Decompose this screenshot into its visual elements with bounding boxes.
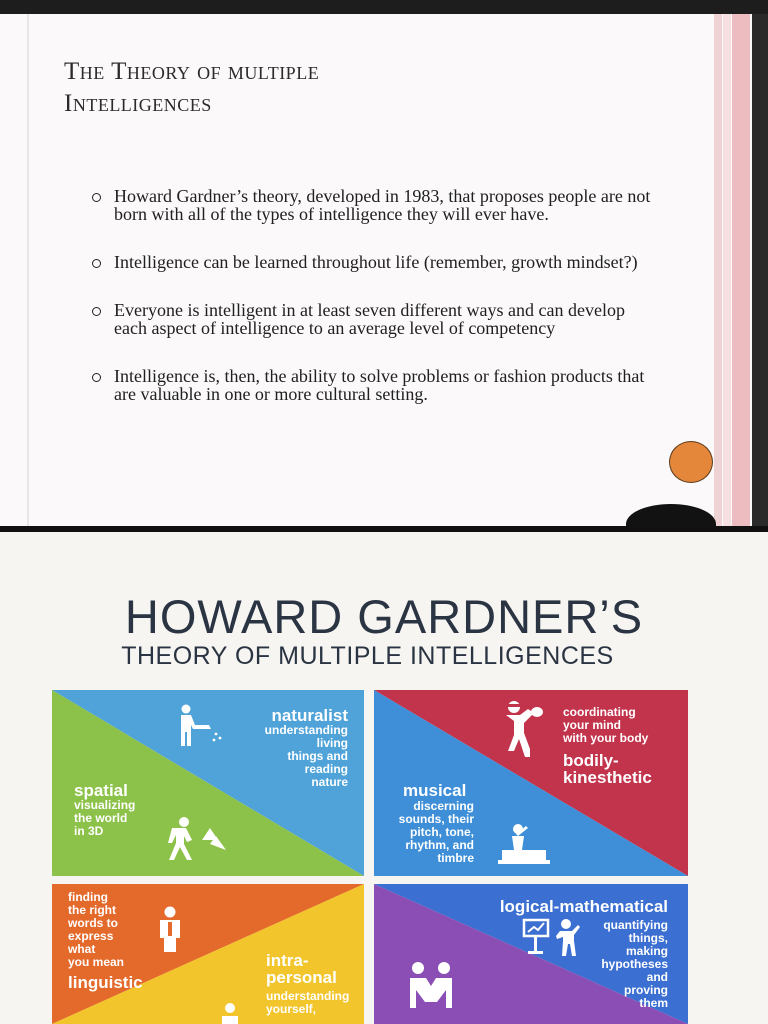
intelligences-poster [52,690,692,1024]
slide-edge-band [723,14,731,526]
desc-musical: discerning sounds, their pitch, tone, rhythm, and timbre [398,799,474,865]
desc-bodily: coordinating your mind with your body [563,705,649,745]
bullet-item: Intelligence is, then, the ability to solve problems or fashion products that are valuable in one or more cultural setting. [92,367,652,403]
label-bodily: bodily- kinesthetic [563,751,652,787]
desc-naturalist: understanding living things and reading nature [264,723,348,789]
label-naturalist: naturalist [271,706,348,725]
orange-circle-decoration [669,441,713,483]
two-people-icon [408,960,454,1014]
bullet-list [92,187,652,403]
label-logical: logical-mathematical [499,897,668,916]
presenter-chart-icon [522,918,582,958]
slide-edge-band [752,14,768,526]
desc-spatial: visualizing the world in 3D [74,798,136,838]
bullet-item: Everyone is intelligent in at least seven different ways and can develop each aspect of intelligence to an average level of competency [92,301,652,337]
hiker-icon [162,816,228,862]
label-musical: musical [403,781,467,800]
boxer-icon [500,700,550,758]
desc-logical: quantifying things, making hypotheses and proving them [601,918,668,1010]
slide-bottom [0,532,768,1024]
slide-title-line1: The Theory of multiple [64,58,320,85]
slide-edge-band [714,14,722,526]
musician-icon [496,822,552,866]
label-linguistic: linguistic [68,973,143,992]
desc-intrapersonal: understanding yourself, [266,989,350,1016]
desc-linguistic: finding the right words to express what you mean [68,890,125,969]
label-intrapersonal: intra- personal [266,951,337,987]
bullet-item: Howard Gardner’s theory, developed in 1983, that proposes people are not born with all of the types of intelligence they will ever have. [92,187,652,223]
slide-title [64,56,564,120]
poster-title: HOWARD GARDNER’S [124,590,644,643]
speaker-icon [156,906,184,954]
thinker-icon [218,1002,242,1024]
label-spatial: spatial [74,781,128,800]
poster-subtitle: THEORY OF MULTIPLE INTELLIGENCES [121,642,614,670]
gardener-icon [176,704,228,750]
slide-edge-band [732,14,750,526]
bullet-item: Intelligence can be learned throughout life (remember, growth mindset?) [92,253,652,271]
slide-left-rule [27,14,29,526]
slide-title-line2: Intelligences [64,90,212,117]
